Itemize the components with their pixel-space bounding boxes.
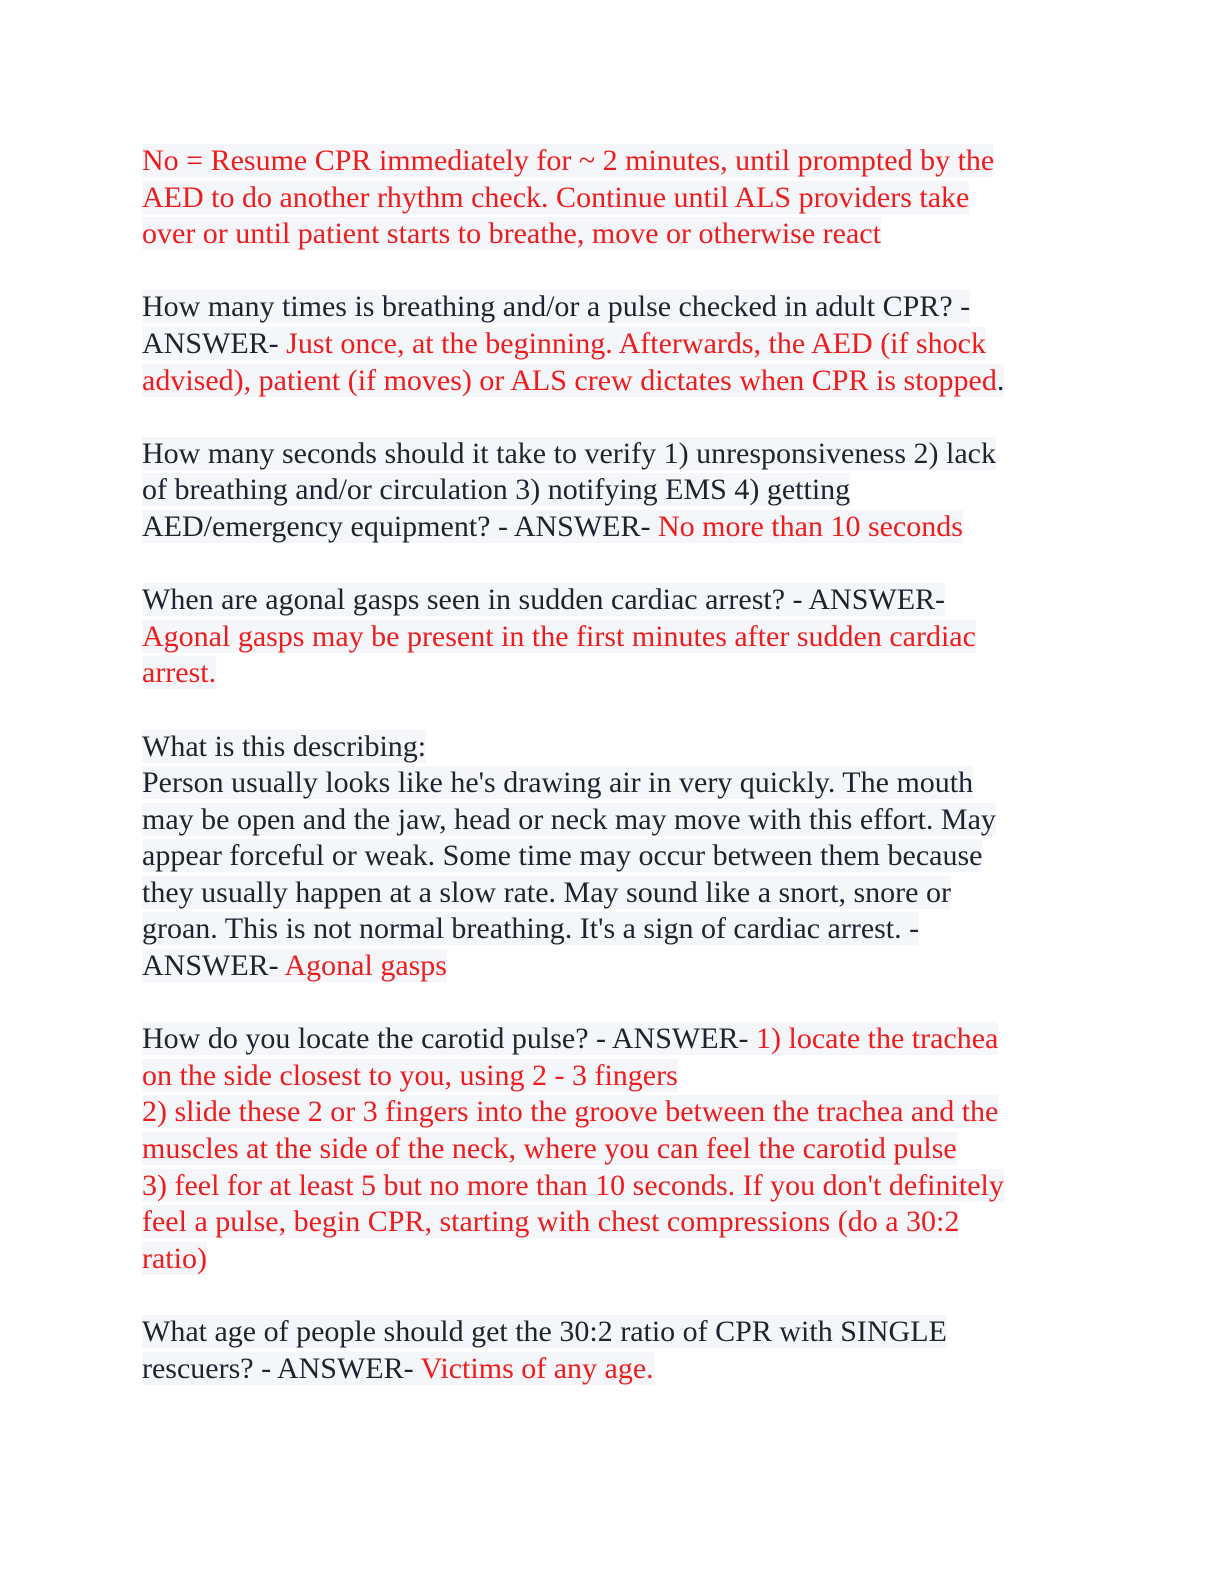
question-line: When are agonal gasps seen in sudden cardiac arrest? - ANSWER- (142, 583, 946, 617)
qa-block (142, 436, 1072, 546)
answer-line: over or until patient starts to breathe, move or otherwise react (142, 217, 881, 251)
answer-line: No more than 10 seconds (657, 509, 963, 543)
question-line: How many times is breathing and/or a pulse checked in adult CPR? - (142, 290, 971, 324)
question-line: they usually happen at a slow rate. May sound like a snort, snore or (142, 875, 951, 909)
answer-line: ratio) (142, 1241, 207, 1275)
answer-line: Agonal gasps (284, 949, 447, 983)
answer-line: Victims of any age. (420, 1351, 654, 1385)
answer-line: on the side closest to you, using 2 - 3 fingers (142, 1058, 678, 1092)
document-page (142, 143, 1072, 1424)
question-line: ANSWER- (142, 949, 285, 983)
trailing-punctuation: . (996, 363, 1005, 397)
answer-line: arrest. (142, 656, 217, 690)
answer-line: 3) feel for at least 5 but no more than 10 seconds. If you don't definitely (142, 1168, 1004, 1202)
question-line: How do you locate the carotid pulse? - ANSWER- (142, 1022, 757, 1056)
answer-line: feel a pulse, begin CPR, starting with chest compressions (do a 30:2 (142, 1205, 960, 1239)
question-line: How many seconds should it take to verify 1) unresponsiveness 2) lack (142, 436, 996, 470)
qa-block (142, 729, 1072, 985)
answer-line: muscles at the side of the neck, where you can feel the carotid pulse (142, 1132, 957, 1166)
qa-block (142, 289, 1072, 399)
question-line: groan. This is not normal breathing. It's a sign of cardiac arrest. - (142, 912, 920, 946)
question-line: appear forceful or weak. Some time may occur between them because (142, 839, 983, 873)
qa-block (142, 582, 1072, 692)
answer-line: AED to do another rhythm check. Continue until ALS providers take (142, 180, 970, 214)
question-line: rescuers? - ANSWER- (142, 1351, 421, 1385)
answer-line: No = Resume CPR immediately for ~ 2 minutes, until prompted by the (142, 144, 995, 177)
question-line: Person usually looks like he's drawing air in very quickly. The mouth (142, 766, 974, 800)
answer-line: 2) slide these 2 or 3 fingers into the groove between the trachea and the (142, 1095, 999, 1129)
qa-block (142, 1021, 1072, 1277)
qa-block (142, 143, 1072, 253)
answer-line: advised), patient (if moves) or ALS crew dictates when CPR is stopped (142, 363, 997, 397)
question-line: What is this describing: (142, 729, 427, 763)
question-line: ANSWER- (142, 326, 287, 360)
answer-line: Agonal gasps may be present in the first minutes after sudden cardiac (142, 619, 976, 653)
answer-line: 1) locate the trachea (756, 1022, 999, 1056)
question-line: of breathing and/or circulation 3) notifying EMS 4) getting (142, 473, 851, 507)
question-line: What age of people should get the 30:2 ratio of CPR with SINGLE (142, 1315, 947, 1348)
answer-line: Just once, at the beginning. Afterwards, the AED (if shock (286, 326, 986, 360)
question-line: may be open and the jaw, head or neck may move with this effort. May (142, 802, 996, 836)
question-line: AED/emergency equipment? - ANSWER- (142, 509, 658, 543)
qa-block (142, 1314, 1072, 1387)
